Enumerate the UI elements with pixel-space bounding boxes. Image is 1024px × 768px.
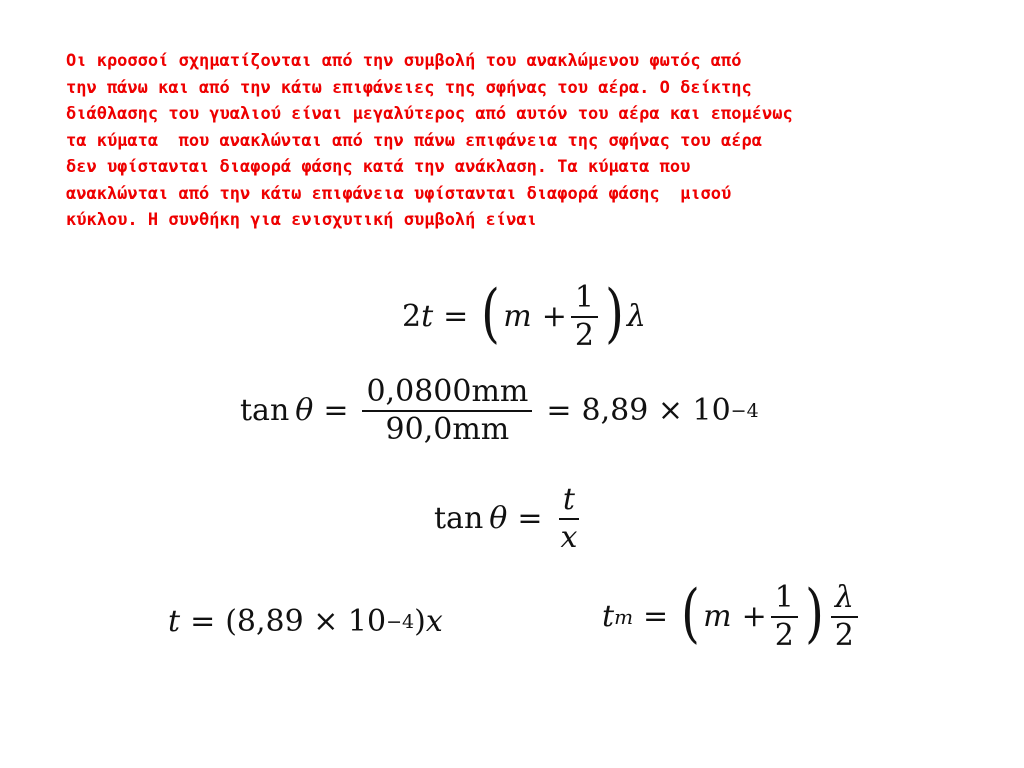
paragraph-line: ανακλώνται από την κάτω επιφάνεια υφίστανται διαφορά φάσης μισού [66,183,732,204]
eq2-fraction [362,376,532,445]
paragraph-line: κύκλου. Η συνθήκη για ενισχυτική συμβολή είναι [66,210,537,230]
eq2-equals: = [323,393,349,428]
tan-theta-ratio-equation [434,484,585,553]
eq3-equals: = [517,501,543,536]
thickness-order-equation [602,576,862,653]
eq1-thickness-var: t [421,299,434,334]
eq5-lambda-fraction [831,582,858,651]
eq5-half-fraction [771,582,798,651]
eq3-tan: tan [434,501,484,536]
thickness-equation [168,604,443,639]
eq2-equals-2: = [546,393,572,428]
paragraph-line: διάθλασης του γυαλιού είναι μεγαλύτερος από αυτόν του αέρα και επομένως [66,104,793,124]
eq4-x-var: x [425,604,443,639]
paragraph-line: δεν υφίστανται διαφορά φάσης κατά την ανάκλαση. Τα κύματα που [66,157,691,177]
eq1-equals: = [443,299,469,334]
explanation-paragraph [66,48,966,234]
eq3-frac-num: t [559,484,579,520]
eq4-close: ) [414,604,426,639]
eq2-frac-num: 0,0800mm [362,376,532,412]
eq2-tan: tan [240,393,290,428]
eq4-open: (8,89 × 10 [225,604,387,639]
eq3-fraction [556,484,581,553]
eq5-frac-num: 1 [771,582,798,618]
eq1-frac-den: 2 [574,317,594,353]
eq2-value: 8,89 × 10 [581,393,731,428]
eq1-order-var: m [503,299,532,334]
eq5-thickness-var: t [602,599,615,634]
eq5-equals: = [643,599,669,634]
eq1-plus: + [541,299,567,334]
eq1-left-paren: ( [481,276,501,351]
paragraph-line: Οι κροσσοί σχηματίζονται από την συμβολή του ανακλώμενου φωτός από [66,51,742,71]
tan-theta-value-equation [240,376,759,445]
eq1-wavelength: λ [626,299,646,334]
eq1-coefficient: 2 [402,299,422,334]
eq5-lambda-num: λ [831,582,858,618]
eq4-equals: = [190,604,216,639]
eq5-subscript: m [614,604,634,629]
eq1-half-fraction [571,282,598,351]
eq3-theta: θ [489,501,508,536]
eq5-right-paren: ) [804,576,824,651]
eq2-exponent: −4 [730,399,759,422]
eq5-order-var: m [703,599,732,634]
eq5-plus: + [741,599,767,634]
constructive-interference-equation [402,276,646,353]
eq2-theta: θ [295,393,314,428]
eq1-frac-num: 1 [571,282,598,318]
eq4-exponent: −4 [386,610,415,633]
paragraph-line: την πάνω και από την κάτω επιφάνειες της σφήνας του αέρα. Ο δείκτης [66,77,752,98]
paragraph-line: τα κύματα που ανακλώνται από την πάνω επιφάνεια της σφήνας του αέρα [66,130,762,151]
eq1-right-paren: ) [605,276,624,351]
eq4-thickness-var: t [168,604,181,639]
eq5-left-paren: ( [681,576,701,651]
eq5-lambda-den: 2 [834,617,854,653]
eq3-frac-den: x [560,519,578,555]
eq2-frac-den: 90,0mm [385,411,510,447]
eq5-frac-den: 2 [774,617,794,653]
